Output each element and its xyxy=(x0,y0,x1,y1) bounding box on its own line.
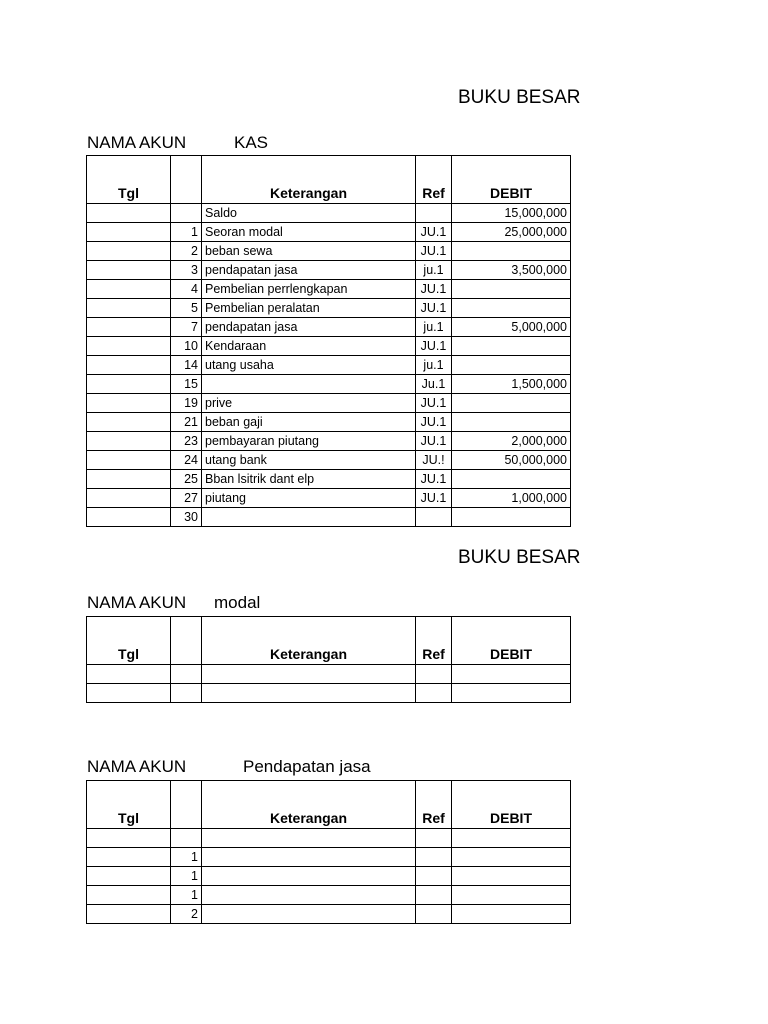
table-row xyxy=(87,280,571,299)
table-row xyxy=(87,394,571,413)
cell-tgl xyxy=(87,848,171,867)
cell-keterangan xyxy=(202,867,416,886)
cell-keterangan: pembayaran piutang xyxy=(202,432,416,451)
header-row xyxy=(87,156,571,204)
cell-ref: JU.1 xyxy=(416,242,452,261)
table-row xyxy=(87,356,571,375)
cell-debit: 5,000,000 xyxy=(452,318,571,337)
table-row xyxy=(87,318,571,337)
cell-debit xyxy=(452,242,571,261)
table-row xyxy=(87,413,571,432)
cell-debit: 1,500,000 xyxy=(452,375,571,394)
header-tgl: Tgl xyxy=(87,617,171,665)
cell-debit xyxy=(452,684,571,703)
header-day xyxy=(171,781,202,829)
cell-keterangan: utang usaha xyxy=(202,356,416,375)
ledger-table-kas xyxy=(86,155,571,527)
cell-day: 19 xyxy=(171,394,202,413)
cell-tgl xyxy=(87,508,171,527)
cell-ref: JU.1 xyxy=(416,337,452,356)
header-keterangan: Keterangan xyxy=(202,617,416,665)
cell-keterangan xyxy=(202,829,416,848)
table-row xyxy=(87,261,571,280)
cell-ref: JU.1 xyxy=(416,299,452,318)
account-label: NAMA AKUN xyxy=(87,593,187,612)
cell-keterangan xyxy=(202,886,416,905)
cell-ref: JU.1 xyxy=(416,432,452,451)
cell-tgl xyxy=(87,432,171,451)
cell-debit xyxy=(452,299,571,318)
header-tgl: Tgl xyxy=(87,156,171,204)
cell-debit xyxy=(452,665,571,684)
table-row xyxy=(87,829,571,848)
header-keterangan: Keterangan xyxy=(202,781,416,829)
cell-tgl xyxy=(87,356,171,375)
cell-debit xyxy=(452,848,571,867)
header-day xyxy=(171,156,202,204)
header-debit: DEBIT xyxy=(452,781,571,829)
cell-keterangan xyxy=(202,375,416,394)
cell-debit xyxy=(452,356,571,375)
cell-debit xyxy=(452,886,571,905)
cell-ref: JU.1 xyxy=(416,470,452,489)
cell-day: 5 xyxy=(171,299,202,318)
cell-ref: JU.1 xyxy=(416,489,452,508)
cell-tgl xyxy=(87,867,171,886)
cell-ref xyxy=(416,508,452,527)
table-row xyxy=(87,684,571,703)
header-ref: Ref xyxy=(416,617,452,665)
cell-keterangan: Kendaraan xyxy=(202,337,416,356)
cell-tgl xyxy=(87,470,171,489)
cell-day: 14 xyxy=(171,356,202,375)
cell-ref xyxy=(416,905,452,924)
cell-debit xyxy=(452,905,571,924)
account-heading-kas xyxy=(87,133,268,153)
cell-debit xyxy=(452,867,571,886)
cell-day xyxy=(171,665,202,684)
account-name: modal xyxy=(214,593,261,612)
cell-tgl xyxy=(87,318,171,337)
cell-tgl xyxy=(87,489,171,508)
header-row xyxy=(87,781,571,829)
account-label: NAMA AKUN xyxy=(87,133,187,152)
cell-keterangan xyxy=(202,848,416,867)
cell-ref xyxy=(416,848,452,867)
cell-day: 1 xyxy=(171,223,202,242)
cell-debit: 2,000,000 xyxy=(452,432,571,451)
cell-day: 1 xyxy=(171,848,202,867)
header-day xyxy=(171,617,202,665)
cell-ref: JU.1 xyxy=(416,223,452,242)
cell-ref: JU.1 xyxy=(416,413,452,432)
account-name: KAS xyxy=(234,133,269,152)
cell-tgl xyxy=(87,451,171,470)
table-row xyxy=(87,848,571,867)
cell-tgl xyxy=(87,242,171,261)
cell-day: 21 xyxy=(171,413,202,432)
account-label: NAMA AKUN xyxy=(87,757,187,776)
cell-keterangan xyxy=(202,905,416,924)
cell-debit: 3,500,000 xyxy=(452,261,571,280)
cell-day: 25 xyxy=(171,470,202,489)
cell-keterangan: Bban lsitrik dant elp xyxy=(202,470,416,489)
cell-tgl xyxy=(87,261,171,280)
cell-keterangan xyxy=(202,684,416,703)
cell-tgl xyxy=(87,280,171,299)
header-debit: DEBIT xyxy=(452,156,571,204)
ledger-table-pendapatan-jasa xyxy=(86,780,571,924)
header-ref: Ref xyxy=(416,156,452,204)
cell-ref: JU.1 xyxy=(416,394,452,413)
cell-day: 4 xyxy=(171,280,202,299)
cell-ref: ju.1 xyxy=(416,318,452,337)
ledger-title-kas: BUKU BESAR xyxy=(458,87,581,108)
account-name: Pendapatan jasa xyxy=(243,757,371,776)
cell-ref xyxy=(416,867,452,886)
cell-debit: 1,000,000 xyxy=(452,489,571,508)
table-row xyxy=(87,905,571,924)
cell-keterangan xyxy=(202,665,416,684)
cell-ref xyxy=(416,204,452,223)
table-row xyxy=(87,508,571,527)
cell-day xyxy=(171,204,202,223)
cell-tgl xyxy=(87,905,171,924)
cell-keterangan: beban sewa xyxy=(202,242,416,261)
table-row xyxy=(87,299,571,318)
cell-keterangan: Pembelian perrlengkapan xyxy=(202,280,416,299)
cell-keterangan: beban gaji xyxy=(202,413,416,432)
table-row xyxy=(87,337,571,356)
cell-day: 27 xyxy=(171,489,202,508)
cell-ref xyxy=(416,665,452,684)
ledger-table-modal xyxy=(86,616,571,703)
cell-day: 30 xyxy=(171,508,202,527)
cell-day: 15 xyxy=(171,375,202,394)
cell-day xyxy=(171,829,202,848)
cell-tgl xyxy=(87,886,171,905)
cell-ref: ju.1 xyxy=(416,356,452,375)
cell-tgl xyxy=(87,394,171,413)
cell-day: 1 xyxy=(171,886,202,905)
cell-tgl xyxy=(87,299,171,318)
header-row xyxy=(87,617,571,665)
cell-day: 1 xyxy=(171,867,202,886)
cell-keterangan: utang bank xyxy=(202,451,416,470)
cell-ref xyxy=(416,829,452,848)
header-tgl: Tgl xyxy=(87,781,171,829)
table-row xyxy=(87,886,571,905)
cell-day: 23 xyxy=(171,432,202,451)
table-row xyxy=(87,451,571,470)
table-row xyxy=(87,242,571,261)
table-row xyxy=(87,867,571,886)
header-debit: DEBIT xyxy=(452,617,571,665)
cell-tgl xyxy=(87,829,171,848)
cell-keterangan xyxy=(202,508,416,527)
cell-day: 10 xyxy=(171,337,202,356)
cell-keterangan: pendapatan jasa xyxy=(202,318,416,337)
cell-tgl xyxy=(87,223,171,242)
cell-keterangan: Pembelian peralatan xyxy=(202,299,416,318)
cell-keterangan: Saldo xyxy=(202,204,416,223)
cell-tgl xyxy=(87,684,171,703)
cell-keterangan: prive xyxy=(202,394,416,413)
cell-keterangan: piutang xyxy=(202,489,416,508)
cell-debit xyxy=(452,413,571,432)
table-row xyxy=(87,489,571,508)
header-keterangan: Keterangan xyxy=(202,156,416,204)
table-row xyxy=(87,432,571,451)
cell-debit: 50,000,000 xyxy=(452,451,571,470)
cell-day xyxy=(171,684,202,703)
cell-ref: ju.1 xyxy=(416,261,452,280)
table-row xyxy=(87,204,571,223)
cell-debit xyxy=(452,280,571,299)
cell-ref: Ju.1 xyxy=(416,375,452,394)
cell-ref xyxy=(416,684,452,703)
cell-keterangan: pendapatan jasa xyxy=(202,261,416,280)
cell-debit xyxy=(452,508,571,527)
cell-tgl xyxy=(87,375,171,394)
cell-ref: JU.1 xyxy=(416,280,452,299)
cell-keterangan: Seoran modal xyxy=(202,223,416,242)
cell-ref: JU.! xyxy=(416,451,452,470)
account-heading-pendapatan-jasa xyxy=(87,757,371,777)
cell-debit xyxy=(452,394,571,413)
table-row xyxy=(87,375,571,394)
cell-tgl xyxy=(87,413,171,432)
cell-day: 7 xyxy=(171,318,202,337)
table-row xyxy=(87,223,571,242)
table-row xyxy=(87,665,571,684)
header-ref: Ref xyxy=(416,781,452,829)
cell-debit xyxy=(452,470,571,489)
cell-tgl xyxy=(87,204,171,223)
cell-debit: 15,000,000 xyxy=(452,204,571,223)
ledger-title-modal: BUKU BESAR xyxy=(458,547,581,568)
cell-debit: 25,000,000 xyxy=(452,223,571,242)
cell-ref xyxy=(416,886,452,905)
cell-debit xyxy=(452,829,571,848)
cell-tgl xyxy=(87,665,171,684)
cell-day: 2 xyxy=(171,242,202,261)
table-row xyxy=(87,470,571,489)
cell-day: 2 xyxy=(171,905,202,924)
cell-day: 3 xyxy=(171,261,202,280)
account-heading-modal xyxy=(87,593,260,613)
cell-tgl xyxy=(87,337,171,356)
cell-debit xyxy=(452,337,571,356)
cell-day: 24 xyxy=(171,451,202,470)
